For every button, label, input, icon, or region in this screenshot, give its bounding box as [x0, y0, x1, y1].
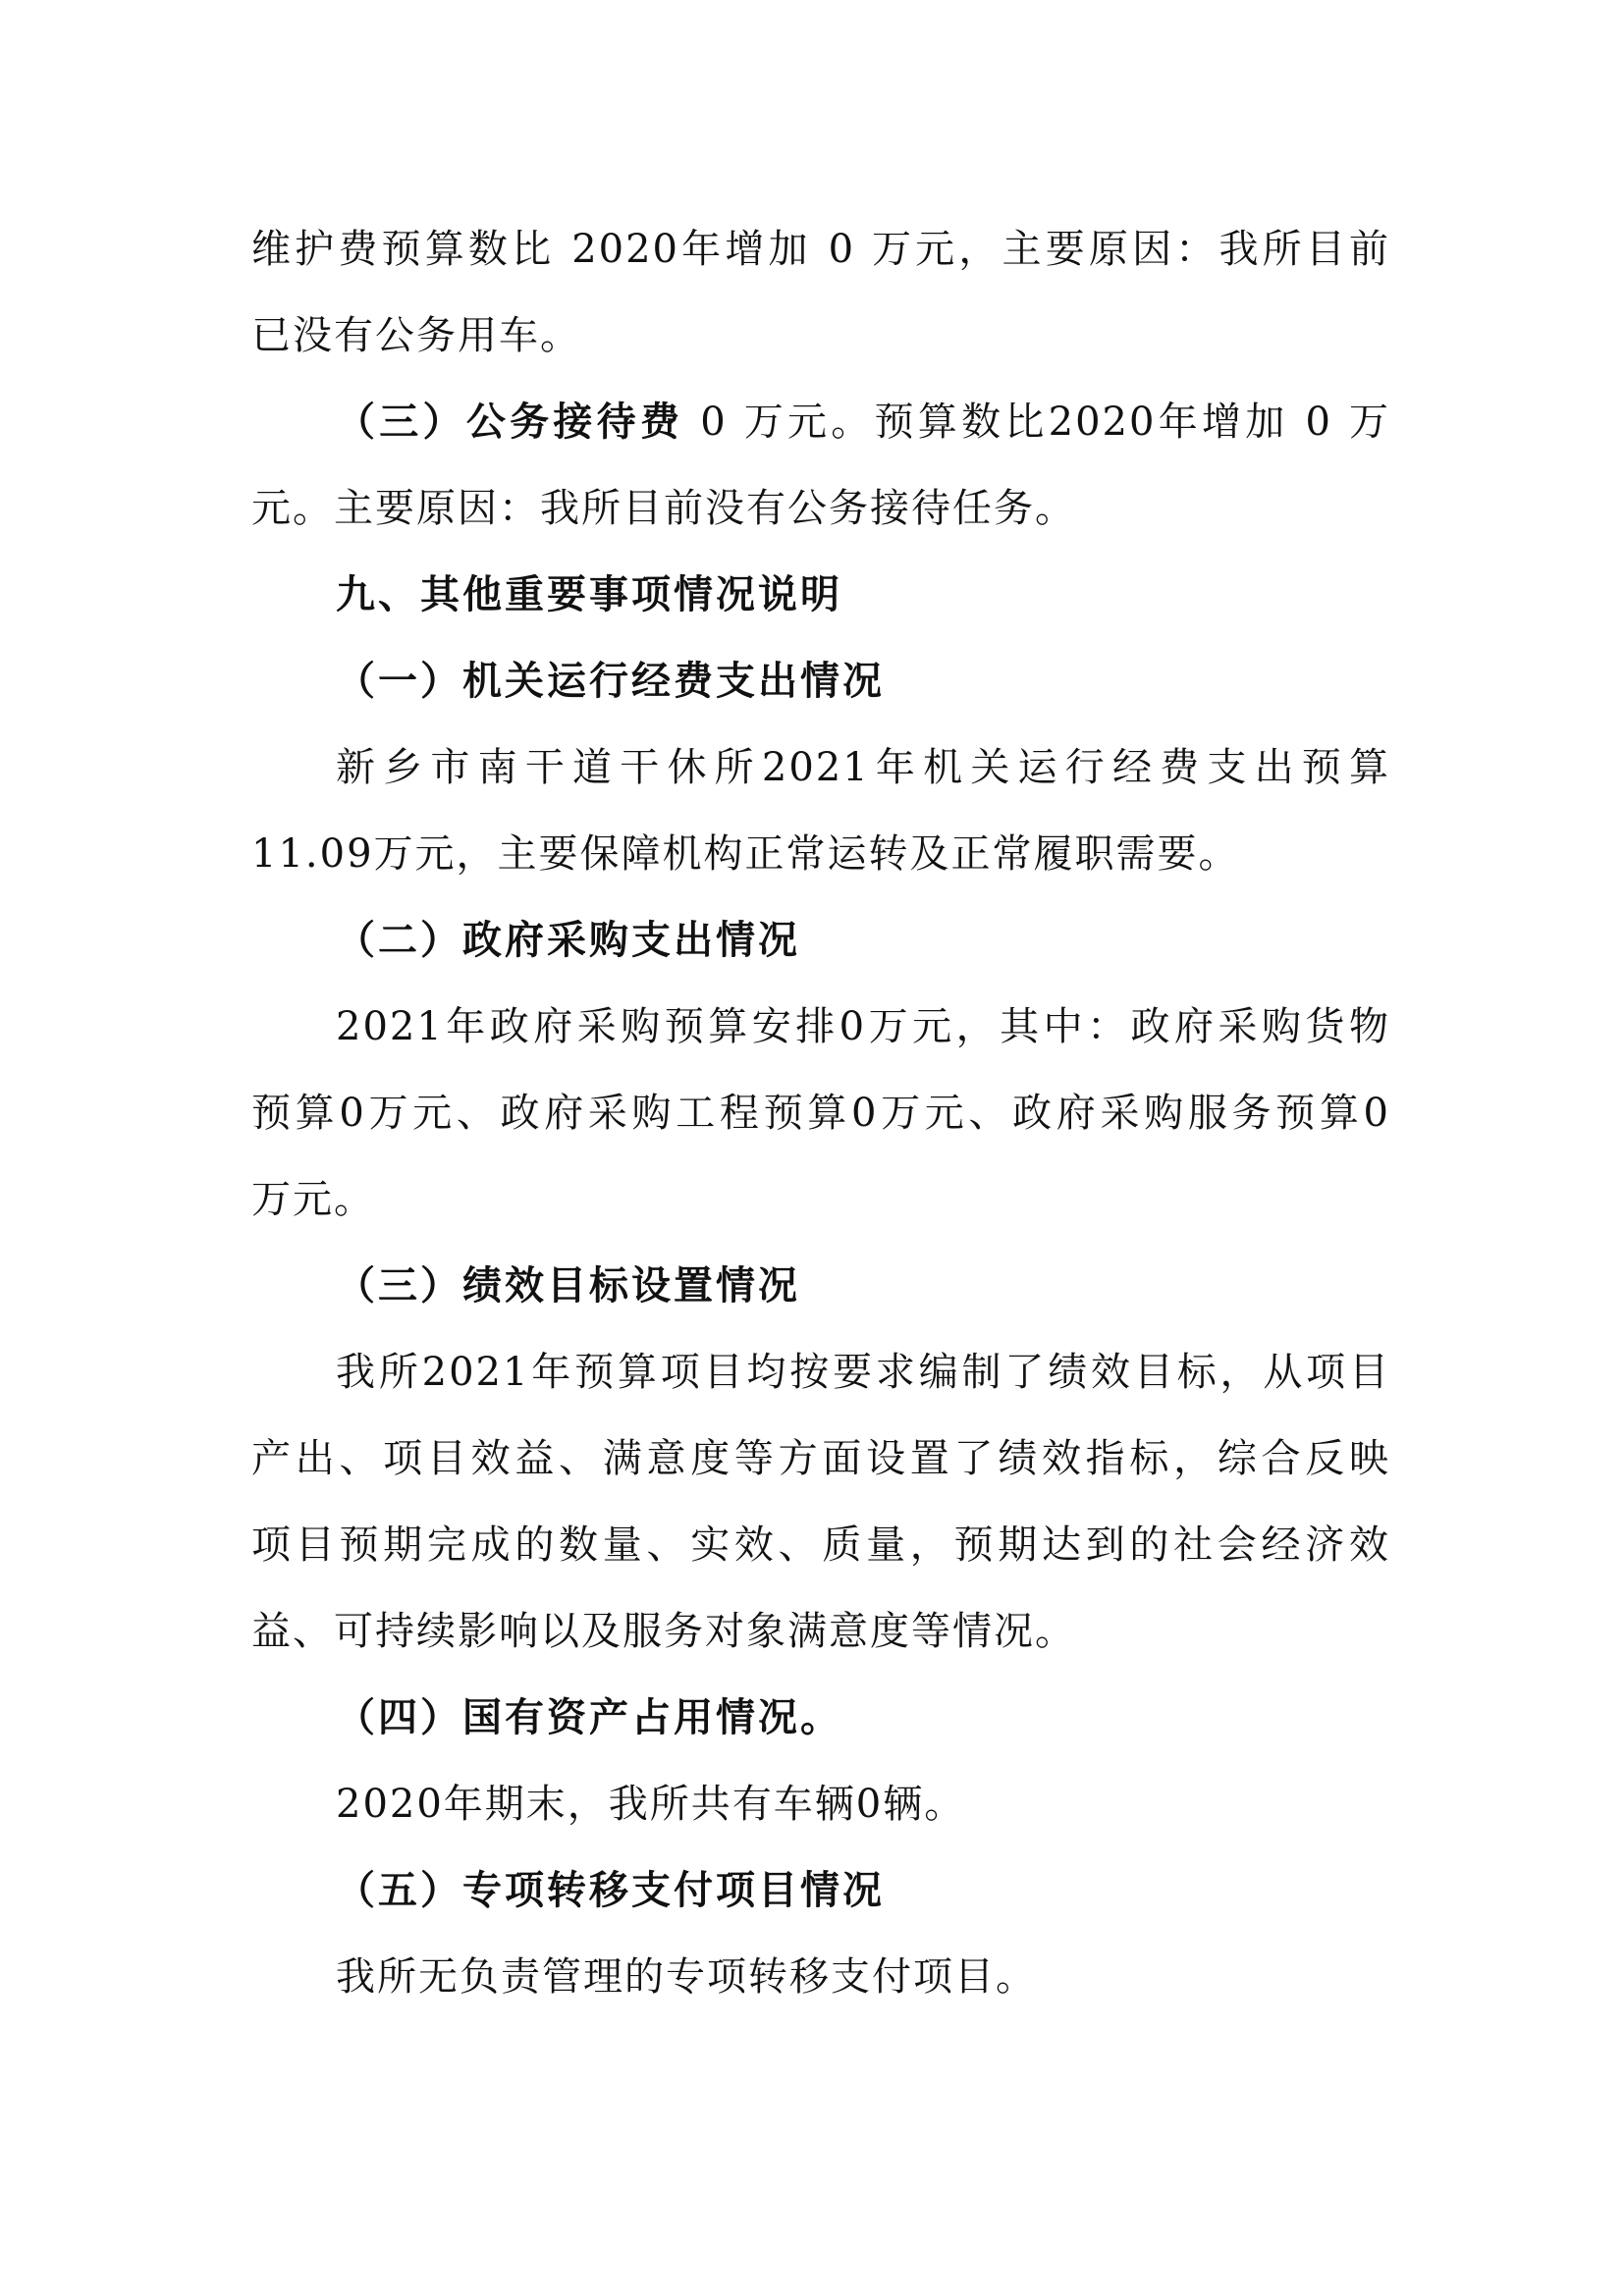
subsection-heading: （一）机关运行经费支出情况 — [336, 658, 885, 704]
inline-heading: （三）公务接待费 — [336, 399, 684, 445]
paragraph-line: 新乡市南干道干休所2021年机关运行经费支出预算 — [336, 745, 1390, 790]
subsection-heading: （三）绩效目标设置情况 — [336, 1262, 800, 1308]
paragraph-line: 项目预期完成的数量、实效、质量，预期达到的社会经济效 — [251, 1522, 1390, 1568]
paragraph-line: 已没有公务用车。 — [251, 313, 581, 358]
paragraph-line: 11.09万元，主要保障机构正常运转及正常履职需要。 — [251, 831, 1240, 877]
paragraph-line: 产出、项目效益、满意度等方面设置了绩效指标，综合反映 — [251, 1436, 1390, 1481]
paragraph-line: 预算0万元、政府采购工程预算0万元、政府采购服务预算0 — [251, 1091, 1390, 1136]
inline-text: 0 万元。预算数比2020年增加 0 万 — [683, 400, 1391, 445]
paragraph-line — [251, 379, 1390, 465]
paragraph-line: 2021年政府采购预算安排0万元，其中：政府采购货物 — [336, 1004, 1390, 1049]
paragraph-line: 我所无负责管理的专项转移支付项目。 — [336, 1954, 1037, 2000]
paragraph-line: 维护费预算数比 2020年增加 0 万元，主要原因：我所目前 — [251, 227, 1390, 272]
paragraph-line: 万元。 — [251, 1177, 375, 1222]
subsection-heading: （二）政府采购支出情况 — [336, 917, 800, 963]
paragraph-line: 元。主要原因：我所目前没有公务接待任务。 — [251, 486, 1076, 531]
subsection-heading: （四）国有资产占用情况。 — [336, 1694, 842, 1740]
section-heading: 九、其他重要事项情况说明 — [336, 571, 842, 617]
paragraph-line: 我所2021年预算项目均按要求编制了绩效目标，从项目 — [336, 1350, 1390, 1395]
document-page — [251, 206, 1390, 2020]
paragraph-line: 益、可持续影响以及服务对象满意度等情况。 — [251, 1609, 1076, 1654]
subsection-heading: （五）专项转移支付项目情况 — [336, 1867, 885, 1913]
paragraph-line: 2020年期末，我所共有车辆0辆。 — [336, 1782, 966, 1827]
